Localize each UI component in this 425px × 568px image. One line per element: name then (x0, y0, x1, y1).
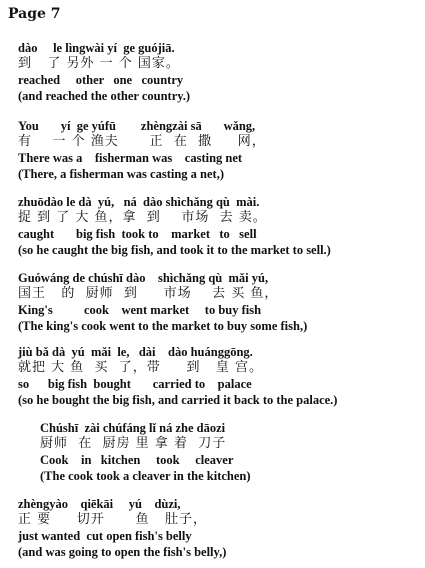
english-gloss-line: so big fish bought carried to palace (18, 377, 252, 391)
pinyin-line: jiù bǎ dà yú mǎi le, dài dào huánggōng. (18, 345, 253, 359)
english-gloss-line: caught big fish took to market to sell (18, 227, 257, 241)
translation-line: (and was going to open the fish's belly,) (18, 545, 227, 559)
hanzi-line: 有 一 个 渔夫 正 在 撒 网， (18, 134, 266, 149)
hanzi-line: 就把 大 鱼 买 了，带 到 皇 宫。 (18, 360, 263, 375)
translation-line: (The king's cook went to the market to buy some fish,) (18, 319, 308, 333)
english-gloss-line: Cook in kitchen took cleaver (40, 453, 234, 467)
translation-line: (so he caught the big fish, and took it to the market to sell.) (18, 243, 331, 257)
pinyin-line: zhuōdào le dà yú, ná dào shìchǎng qù mài. (18, 195, 260, 209)
pinyin-line: You yí ge yúfū zhèngzài sā wǎng, (18, 119, 256, 133)
stanza-5 (18, 344, 418, 408)
hanzi-line: 到 了 另外 一 个 国家。 (18, 56, 180, 71)
english-gloss-line: There was a fisherman was casting net (18, 151, 243, 165)
translation-line: (The cook took a cleaver in the kitchen) (40, 469, 251, 483)
english-gloss-line: King's cook went market to buy fish (18, 303, 262, 317)
pinyin-line: dào le lìngwài yí ge guójiā. (18, 41, 175, 55)
stanza-4 (18, 270, 418, 334)
english-gloss-line: reached other one country (18, 73, 184, 87)
hanzi-line: 捉 到 了 大 鱼，拿 到 市场 去 卖。 (18, 210, 267, 225)
hanzi-line: 正 要 切开 鱼 肚子， (18, 512, 207, 527)
pinyin-line: Chúshī zài chúfáng lǐ ná zhe dāozi (40, 421, 226, 435)
translation-line: (and reached the other country.) (18, 89, 191, 103)
pinyin-line: Guówáng de chúshī dào shìchǎng qù mǎi yú, (18, 271, 269, 285)
stanza-1 (18, 40, 418, 104)
page-number: Page 7 (8, 6, 61, 22)
english-gloss-line: just wanted cut open fish's belly (18, 529, 192, 543)
stanza-7 (18, 496, 418, 560)
hanzi-line: 厨师 在 厨房 里 拿 着 刀子 (40, 436, 227, 451)
translation-line: (There, a fisherman was casting a net,) (18, 167, 224, 181)
stanza-6 (40, 420, 425, 484)
hanzi-line: 国王 的 厨师 到 市场 去 买 鱼， (18, 286, 279, 301)
stanza-3 (18, 194, 418, 258)
stanza-2 (18, 118, 418, 182)
pinyin-line: zhèngyào qiēkāi yú dùzi, (18, 497, 181, 511)
translation-line: (so he bought the big fish, and carried it back to the palace.) (18, 393, 338, 407)
